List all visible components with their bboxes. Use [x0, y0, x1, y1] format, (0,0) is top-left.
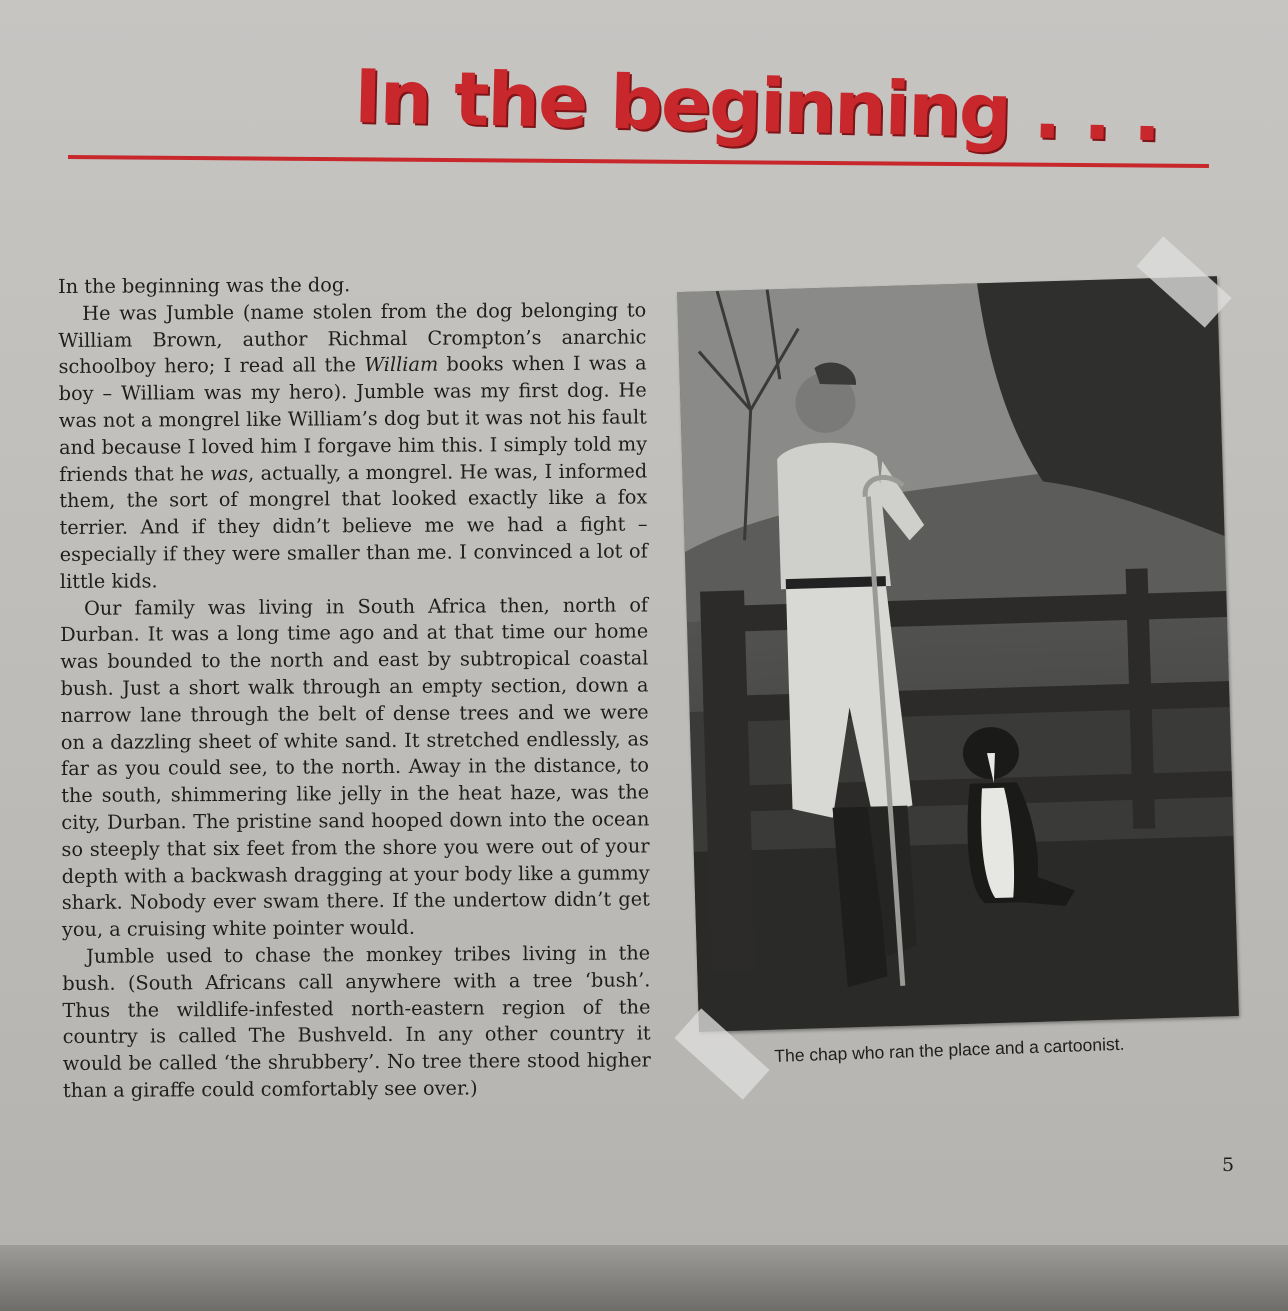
body-text	[58, 270, 651, 1104]
italic-title-william: William	[364, 353, 439, 377]
text-run: , actually, a mongrel. He was, I informed them, the sort of mongrel that looked exactly like a fox terrier. And if they didn’t believe me we had a fight – especially if they were smaller than me. I convinced a lot of little kids.	[59, 458, 648, 593]
photo-illustration	[677, 276, 1239, 1032]
page-number: 5	[1222, 1154, 1235, 1176]
photo-straw	[694, 836, 1239, 1032]
photograph	[677, 276, 1239, 1032]
italic-word-was: was	[210, 461, 249, 485]
photo-caption: The chap who ran the place and a cartoonist.	[774, 1033, 1125, 1066]
text-run: He was Jumble (name stolen from the dog belonging to William Brown, author Richmal Crompton’s anarchic schoolboy hero; I read all the	[58, 298, 647, 379]
paragraph-1: In the beginning was the dog.	[58, 273, 351, 298]
paragraph-4: Jumble used to chase the monkey tribes living in the bush. (South Africans call anywhere with a tree ‘bush’. Thus the wildlife-infested north-eastern region of the country is called The Bushveld. In any other country it would be called ‘the shrubbery’. No tree there stood higher than a giraffe could comfortably see over.)	[62, 941, 651, 1102]
chapter-title: In the beginning . . .	[353, 54, 1161, 159]
paragraph-3: Our family was living in South Africa then, north of Durban. It was a long time ago and at that time our home was bounded to the north and east by subtropical coastal bush. Just a short walk through an empty section, down a narrow lane through the belt of dense trees and we were on a dazzling sheet of white sand. It stretched endlessly, as far as you could see, to the north. Away in the distance, to the south, shimmering like jelly in the heat haze, was the city, Durban. The pristine sand hooped down into the ocean so steeply that six feet from the shore you were out of your depth with a backwash dragging at your body like a gummy shark. Nobody ever swam there. If the undertow didn’t get you, a cruising white pointer would.	[60, 592, 650, 942]
text-run: books when I was a boy – William was my hero). Jumble was my first dog. He was not a mongrel like William’s dog but it was not his fault and because I loved him I forgave him this. I simply told my friends that he	[58, 351, 648, 486]
title-underline	[68, 155, 1209, 168]
paragraph-2	[58, 297, 648, 595]
page-edge-shadow	[0, 1245, 1288, 1311]
